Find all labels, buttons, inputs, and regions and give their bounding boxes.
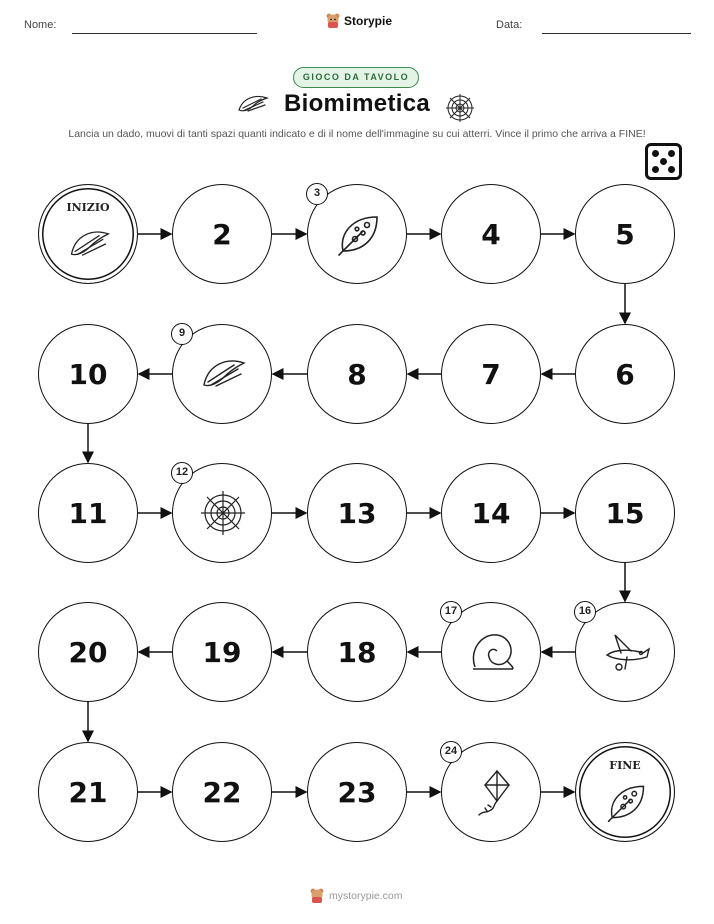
board-cell-22 bbox=[172, 742, 272, 842]
brand-name: Storypie bbox=[344, 13, 393, 28]
board-cell-4 bbox=[441, 184, 541, 284]
board-cell-13 bbox=[307, 463, 407, 563]
footer bbox=[310, 888, 403, 903]
board-cell-3 bbox=[307, 184, 407, 284]
cell-number: 20 bbox=[68, 635, 108, 669]
cell-number: 15 bbox=[605, 496, 645, 530]
board-cell-9 bbox=[172, 324, 272, 424]
cell-number-badge: 3 bbox=[306, 183, 328, 205]
cell-number: 8 bbox=[347, 357, 367, 391]
board-cell-18 bbox=[307, 602, 407, 702]
cell-number: 19 bbox=[202, 635, 242, 669]
cell-number-badge: 9 bbox=[171, 323, 193, 345]
cell-number-badge: 17 bbox=[440, 601, 462, 623]
board-cell-17 bbox=[441, 602, 541, 702]
cell-label: FINE bbox=[609, 759, 641, 772]
cell-number-badge: 12 bbox=[171, 462, 193, 484]
bird-plane-icon bbox=[601, 627, 651, 677]
board-cell-20 bbox=[38, 602, 138, 702]
wings-icon bbox=[66, 221, 112, 267]
board-cell-14 bbox=[441, 463, 541, 563]
cell-label: INIZIO bbox=[66, 201, 110, 214]
board-cell-start bbox=[38, 184, 138, 284]
cell-number: 14 bbox=[471, 496, 511, 530]
name-label: Nome: bbox=[24, 19, 57, 31]
bear-logo-icon bbox=[310, 888, 324, 903]
cell-number: 18 bbox=[337, 635, 377, 669]
cell-number: 11 bbox=[68, 496, 108, 530]
cell-number: 5 bbox=[615, 217, 635, 251]
board-cell-24 bbox=[441, 742, 541, 842]
board-cell-16 bbox=[575, 602, 675, 702]
kite-icon bbox=[467, 767, 517, 817]
board-cell-12 bbox=[172, 463, 272, 563]
cell-number: 13 bbox=[337, 496, 377, 530]
page-title: Biomimetica bbox=[283, 90, 430, 117]
cell-number: 23 bbox=[337, 775, 377, 809]
cell-number: 6 bbox=[615, 357, 635, 391]
board-cell-11 bbox=[38, 463, 138, 563]
board-cell-2 bbox=[172, 184, 272, 284]
instructions-text: Lancia un dado, muovi di tanti spazi quanti indicato e di il nome dell'immagine su cui atterri. Vince il primo che arriva a FINE! bbox=[68, 128, 646, 140]
cell-number-badge: 16 bbox=[574, 601, 596, 623]
board-cell-10 bbox=[38, 324, 138, 424]
cell-number: 4 bbox=[481, 217, 501, 251]
cell-number: 22 bbox=[202, 775, 242, 809]
board-cell-15 bbox=[575, 463, 675, 563]
cell-number: 2 bbox=[212, 217, 232, 251]
board-cell-7 bbox=[441, 324, 541, 424]
cell-number: 7 bbox=[481, 357, 501, 391]
board-cell-21 bbox=[38, 742, 138, 842]
board-cell-19 bbox=[172, 602, 272, 702]
leaf-icon bbox=[603, 779, 649, 825]
date-label: Data: bbox=[496, 19, 523, 31]
category-badge: GIOCO DA TAVOLO bbox=[293, 67, 419, 88]
board-cell-8 bbox=[307, 324, 407, 424]
footer-url: mystorypie.com bbox=[329, 889, 403, 902]
cell-number-badge: 24 bbox=[440, 741, 462, 763]
board-cell-end bbox=[575, 742, 675, 842]
snail-shell-icon bbox=[467, 627, 517, 677]
cell-number: 21 bbox=[68, 775, 108, 809]
spiderweb-icon bbox=[198, 488, 248, 538]
wings-icon bbox=[198, 349, 248, 399]
leaf-icon bbox=[333, 209, 383, 259]
board-cell-23 bbox=[307, 742, 407, 842]
board-cell-6 bbox=[575, 324, 675, 424]
cell-number: 10 bbox=[68, 357, 108, 391]
board-cell-5 bbox=[575, 184, 675, 284]
